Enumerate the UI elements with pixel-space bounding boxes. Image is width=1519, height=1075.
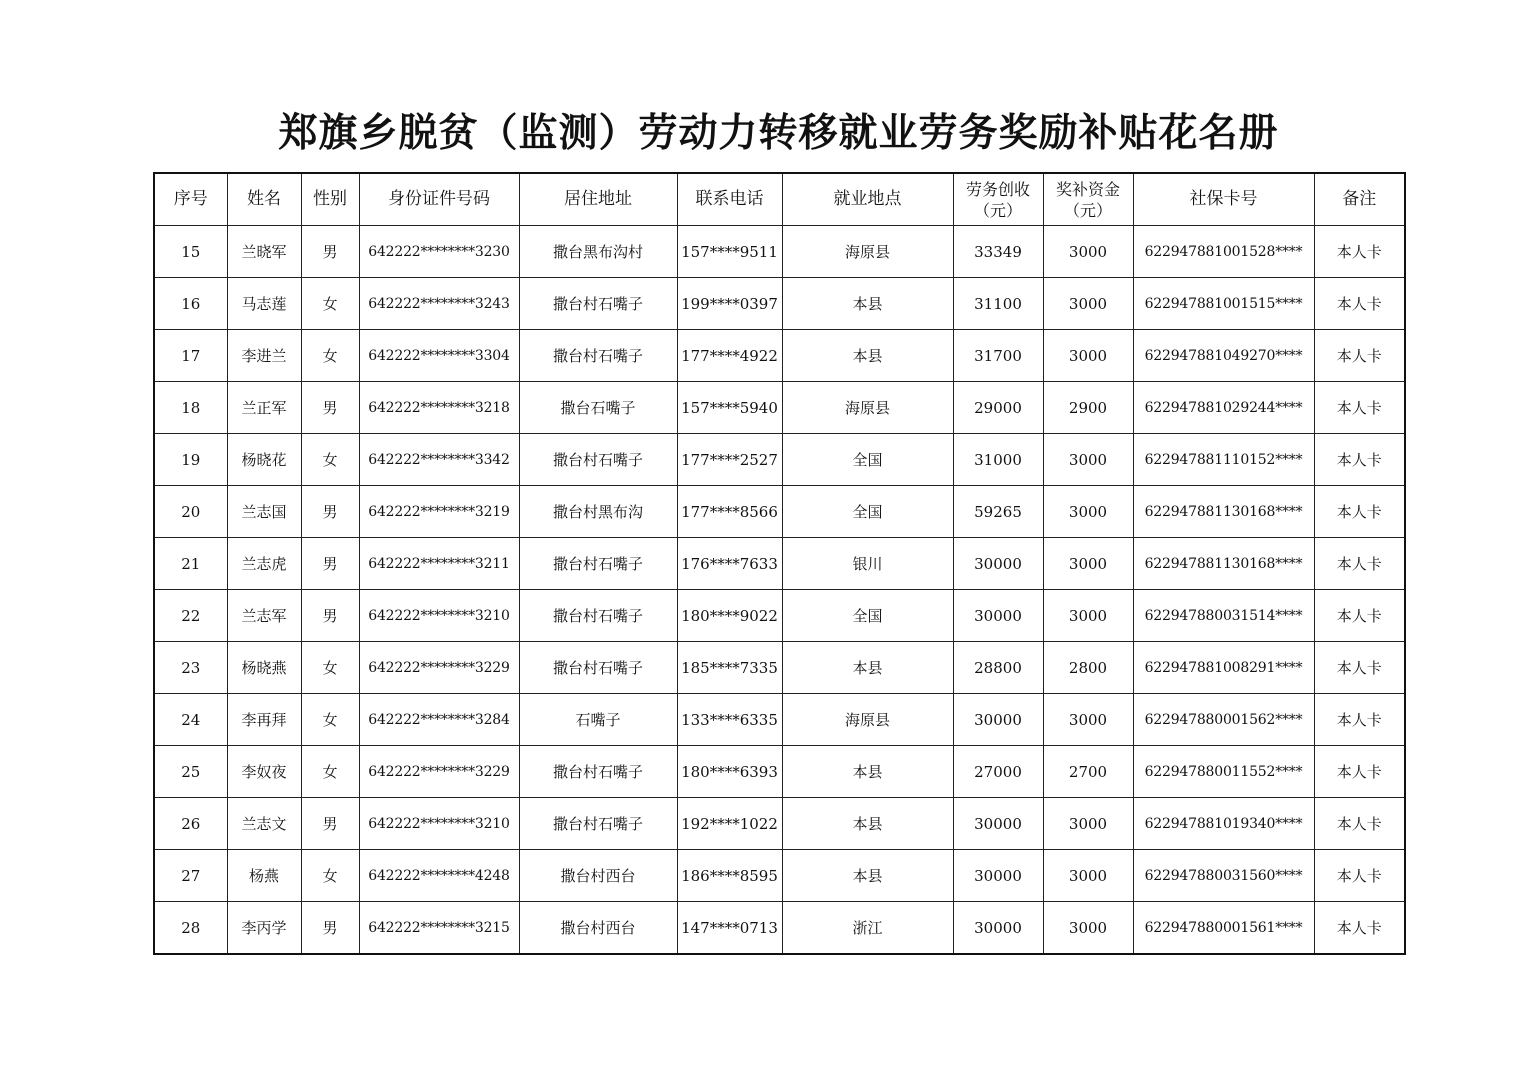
cell-subsidy: 3000 — [1043, 330, 1133, 382]
header-remark: 备注 — [1314, 173, 1405, 226]
header-name: 姓名 — [227, 173, 301, 226]
header-card: 社保卡号 — [1133, 173, 1314, 226]
cell-name: 李奴夜 — [227, 746, 301, 798]
cell-workplace: 全国 — [782, 590, 953, 642]
cell-address: 撒台石嘴子 — [519, 382, 677, 434]
cell-remark: 本人卡 — [1314, 330, 1405, 382]
cell-remark: 本人卡 — [1314, 590, 1405, 642]
cell-remark: 本人卡 — [1314, 434, 1405, 486]
header-subsidy — [1043, 173, 1133, 226]
table-row — [154, 330, 1405, 382]
cell-subsidy: 3000 — [1043, 278, 1133, 330]
cell-subsidy: 3000 — [1043, 694, 1133, 746]
cell-subsidy: 3000 — [1043, 434, 1133, 486]
cell-income: 27000 — [953, 746, 1043, 798]
cell-card: 622947881110152**** — [1133, 434, 1314, 486]
cell-subsidy: 2700 — [1043, 746, 1133, 798]
header-gender: 性别 — [301, 173, 359, 226]
cell-income: 31000 — [953, 434, 1043, 486]
cell-phone: 177****4922 — [677, 330, 782, 382]
cell-no: 15 — [154, 226, 227, 278]
cell-card: 622947880031560**** — [1133, 850, 1314, 902]
cell-subsidy: 3000 — [1043, 850, 1133, 902]
cell-phone: 199****0397 — [677, 278, 782, 330]
cell-no: 25 — [154, 746, 227, 798]
header-subsidy-line2: （元） — [1063, 200, 1112, 220]
cell-phone: 180****9022 — [677, 590, 782, 642]
cell-address: 撒台村石嘴子 — [519, 746, 677, 798]
cell-phone: 133****6335 — [677, 694, 782, 746]
cell-no: 28 — [154, 902, 227, 955]
cell-gender: 男 — [301, 382, 359, 434]
cell-id-number: 642222********3284 — [359, 694, 519, 746]
cell-id-number: 642222********3215 — [359, 902, 519, 955]
table-row — [154, 486, 1405, 538]
table-row — [154, 642, 1405, 694]
cell-no: 21 — [154, 538, 227, 590]
cell-address: 石嘴子 — [519, 694, 677, 746]
cell-workplace: 本县 — [782, 330, 953, 382]
cell-gender: 男 — [301, 486, 359, 538]
cell-id-number: 642222********3304 — [359, 330, 519, 382]
cell-no: 24 — [154, 694, 227, 746]
cell-income: 31100 — [953, 278, 1043, 330]
cell-address: 撒台村黑布沟 — [519, 486, 677, 538]
cell-card: 622947881029244**** — [1133, 382, 1314, 434]
cell-name: 李进兰 — [227, 330, 301, 382]
cell-remark: 本人卡 — [1314, 642, 1405, 694]
cell-no: 16 — [154, 278, 227, 330]
table-body — [154, 226, 1405, 955]
cell-no: 23 — [154, 642, 227, 694]
subsidy-roster-table — [153, 172, 1406, 955]
cell-remark: 本人卡 — [1314, 486, 1405, 538]
table-row — [154, 694, 1405, 746]
cell-income: 30000 — [953, 798, 1043, 850]
cell-remark: 本人卡 — [1314, 382, 1405, 434]
cell-gender: 男 — [301, 798, 359, 850]
cell-address: 撒台黑布沟村 — [519, 226, 677, 278]
cell-subsidy: 2800 — [1043, 642, 1133, 694]
cell-card: 622947880011552**** — [1133, 746, 1314, 798]
table-row — [154, 798, 1405, 850]
cell-income: 30000 — [953, 694, 1043, 746]
header-income-line2: （元） — [973, 200, 1022, 220]
document-title: 郑旗乡脱贫（监测）劳动力转移就业劳务奖励补贴花名册 — [278, 110, 1279, 156]
cell-address: 撒台村西台 — [519, 902, 677, 955]
cell-no: 22 — [154, 590, 227, 642]
cell-income: 28800 — [953, 642, 1043, 694]
cell-subsidy: 3000 — [1043, 538, 1133, 590]
cell-gender: 男 — [301, 590, 359, 642]
cell-id-number: 642222********3243 — [359, 278, 519, 330]
cell-phone: 147****0713 — [677, 902, 782, 955]
cell-remark: 本人卡 — [1314, 226, 1405, 278]
cell-gender: 女 — [301, 278, 359, 330]
cell-id-number: 642222********3218 — [359, 382, 519, 434]
table-row — [154, 902, 1405, 955]
header-workplace: 就业地点 — [782, 173, 953, 226]
table-row — [154, 278, 1405, 330]
cell-subsidy: 3000 — [1043, 486, 1133, 538]
table-row — [154, 850, 1405, 902]
cell-phone: 186****8595 — [677, 850, 782, 902]
cell-remark: 本人卡 — [1314, 538, 1405, 590]
cell-phone: 177****2527 — [677, 434, 782, 486]
cell-phone: 157****9511 — [677, 226, 782, 278]
cell-remark: 本人卡 — [1314, 798, 1405, 850]
cell-card: 622947881001528**** — [1133, 226, 1314, 278]
cell-remark: 本人卡 — [1314, 902, 1405, 955]
cell-id-number: 642222********3219 — [359, 486, 519, 538]
cell-phone: 180****6393 — [677, 746, 782, 798]
header-subsidy-line1: 奖补资金 — [1055, 179, 1120, 199]
cell-phone: 177****8566 — [677, 486, 782, 538]
cell-card: 622947881049270**** — [1133, 330, 1314, 382]
cell-id-number: 642222********3229 — [359, 746, 519, 798]
cell-workplace: 本县 — [782, 278, 953, 330]
cell-workplace: 银川 — [782, 538, 953, 590]
cell-address: 撒台村西台 — [519, 850, 677, 902]
cell-remark: 本人卡 — [1314, 850, 1405, 902]
cell-workplace: 海原县 — [782, 382, 953, 434]
cell-address: 撒台村石嘴子 — [519, 642, 677, 694]
cell-income: 30000 — [953, 902, 1043, 955]
cell-subsidy: 3000 — [1043, 590, 1133, 642]
header-income — [953, 173, 1043, 226]
cell-no: 26 — [154, 798, 227, 850]
cell-address: 撒台村石嘴子 — [519, 798, 677, 850]
cell-gender: 女 — [301, 850, 359, 902]
cell-name: 杨燕 — [227, 850, 301, 902]
cell-gender: 男 — [301, 226, 359, 278]
table-header-row — [154, 173, 1405, 226]
cell-name: 兰志国 — [227, 486, 301, 538]
cell-id-number: 642222********3230 — [359, 226, 519, 278]
cell-workplace: 本县 — [782, 798, 953, 850]
cell-phone: 185****7335 — [677, 642, 782, 694]
header-id-number: 身份证件号码 — [359, 173, 519, 226]
cell-income: 30000 — [953, 850, 1043, 902]
cell-gender: 女 — [301, 434, 359, 486]
cell-remark: 本人卡 — [1314, 694, 1405, 746]
cell-remark: 本人卡 — [1314, 278, 1405, 330]
cell-workplace: 本县 — [782, 642, 953, 694]
cell-card: 622947881130168**** — [1133, 486, 1314, 538]
cell-card: 622947880001561**** — [1133, 902, 1314, 955]
table-row — [154, 382, 1405, 434]
cell-address: 撒台村石嘴子 — [519, 590, 677, 642]
cell-name: 杨晓花 — [227, 434, 301, 486]
cell-id-number: 642222********4248 — [359, 850, 519, 902]
cell-gender: 男 — [301, 902, 359, 955]
cell-workplace: 本县 — [782, 850, 953, 902]
cell-gender: 女 — [301, 330, 359, 382]
cell-name: 兰志文 — [227, 798, 301, 850]
header-phone: 联系电话 — [677, 173, 782, 226]
table-row — [154, 746, 1405, 798]
header-address: 居住地址 — [519, 173, 677, 226]
cell-id-number: 642222********3229 — [359, 642, 519, 694]
cell-remark: 本人卡 — [1314, 746, 1405, 798]
cell-subsidy: 3000 — [1043, 902, 1133, 955]
cell-subsidy: 3000 — [1043, 226, 1133, 278]
cell-name: 杨晓燕 — [227, 642, 301, 694]
cell-id-number: 642222********3211 — [359, 538, 519, 590]
header-no: 序号 — [154, 173, 227, 226]
table-row — [154, 538, 1405, 590]
cell-subsidy: 3000 — [1043, 798, 1133, 850]
cell-no: 20 — [154, 486, 227, 538]
cell-name: 兰晓军 — [227, 226, 301, 278]
cell-name: 兰正军 — [227, 382, 301, 434]
cell-gender: 男 — [301, 538, 359, 590]
cell-name: 马志莲 — [227, 278, 301, 330]
cell-phone: 192****1022 — [677, 798, 782, 850]
cell-income: 30000 — [953, 590, 1043, 642]
cell-workplace: 全国 — [782, 486, 953, 538]
table-row — [154, 226, 1405, 278]
cell-name: 兰志军 — [227, 590, 301, 642]
cell-card: 622947881001515**** — [1133, 278, 1314, 330]
cell-address: 撒台村石嘴子 — [519, 330, 677, 382]
cell-income: 30000 — [953, 538, 1043, 590]
cell-card: 622947881130168**** — [1133, 538, 1314, 590]
cell-no: 19 — [154, 434, 227, 486]
cell-address: 撒台村石嘴子 — [519, 434, 677, 486]
cell-card: 622947881019340**** — [1133, 798, 1314, 850]
cell-card: 622947880001562**** — [1133, 694, 1314, 746]
cell-no: 17 — [154, 330, 227, 382]
cell-name: 李丙学 — [227, 902, 301, 955]
cell-no: 18 — [154, 382, 227, 434]
cell-card: 622947881008291**** — [1133, 642, 1314, 694]
table-row — [154, 590, 1405, 642]
cell-workplace: 浙江 — [782, 902, 953, 955]
cell-name: 兰志虎 — [227, 538, 301, 590]
cell-income: 59265 — [953, 486, 1043, 538]
cell-subsidy: 2900 — [1043, 382, 1133, 434]
cell-workplace: 本县 — [782, 746, 953, 798]
cell-address: 撒台村石嘴子 — [519, 278, 677, 330]
cell-phone: 157****5940 — [677, 382, 782, 434]
cell-income: 31700 — [953, 330, 1043, 382]
cell-workplace: 海原县 — [782, 226, 953, 278]
cell-gender: 女 — [301, 694, 359, 746]
header-income-line1: 劳务创收 — [965, 179, 1030, 199]
cell-card: 622947880031514**** — [1133, 590, 1314, 642]
cell-id-number: 642222********3210 — [359, 590, 519, 642]
table-row — [154, 434, 1405, 486]
cell-workplace: 海原县 — [782, 694, 953, 746]
cell-id-number: 642222********3342 — [359, 434, 519, 486]
cell-income: 29000 — [953, 382, 1043, 434]
cell-no: 27 — [154, 850, 227, 902]
cell-income: 33349 — [953, 226, 1043, 278]
cell-name: 李再拜 — [227, 694, 301, 746]
cell-gender: 女 — [301, 642, 359, 694]
cell-phone: 176****7633 — [677, 538, 782, 590]
cell-gender: 女 — [301, 746, 359, 798]
cell-workplace: 全国 — [782, 434, 953, 486]
cell-id-number: 642222********3210 — [359, 798, 519, 850]
cell-address: 撒台村石嘴子 — [519, 538, 677, 590]
